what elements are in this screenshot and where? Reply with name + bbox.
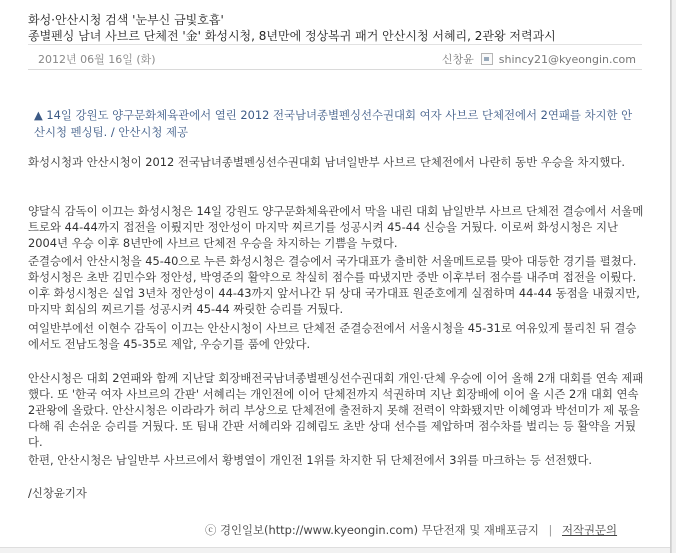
article-date: 2012년 06월 16일 (화) — [38, 53, 156, 66]
paragraph-6: 한편, 안산시청은 남일반부 사브르에서 황병열이 개인전 1위를 차지한 뒤 단체전에서 3위를 마크하는 등 선전했다. — [28, 453, 592, 467]
copyright-text: ⓒ 경인일보(http://www.kyeongin.com) 무단전재 및 재배포금지 — [205, 523, 539, 537]
footer — [205, 522, 617, 538]
photo-caption: ▲ 14일 강원도 양구문화체육관에서 열린 2012 전국남녀종별펜싱선수권대회 여자 사브르 단체전에서 2연패를 차지한 안산시청 펜싱팀. / 안산시청 제공 — [34, 108, 633, 139]
paragraph-2: 양달식 감독이 이끄는 화성시청은 14일 강원도 양구문화체육관에서 막을 내린 대회 남일반부 사브르 단체전 결승에서 서울메트로와 44-44까지 접전을 이뤘지만 정안성이 마지막 찌르기를 성공시켜 45-44 신승을 거뒀다. 이로써 화성시청은 지난 2004년 우승 이후 8년만에 사브르 단체전 우승을 차지하는 기쁨을 누렸다. — [28, 204, 644, 250]
paragraph-4: 여일반부에선 이현수 감독이 이끄는 안산시청이 사브르 단체전 준결승전에서 서울시청을 45-31로 여유있게 물리친 뒤 결승에서도 전남도청을 45-35로 제압, 우승기를 품에 안았다. — [28, 321, 637, 351]
article-headline: 화성·안산시청 검색 '눈부신 금빛호흡' — [28, 13, 224, 27]
footer-separator: | — [548, 523, 553, 537]
article-meta — [28, 46, 642, 70]
paragraph-5: 안산시청은 대회 2연패와 함께 지난달 회장배전국남녀종별펜싱선수권대회 개인·단체 우승에 이어 올해 2개 대회를 연속 제패했다. 또 '한국 여자 사브르의 간판' 서혜리는 개인전에 이어 단체전까지 석권하며 지난 회장배에 이어 올 시즌 2개 대회 연속 2관왕에 올랐다. 안산시청은 이라라가 허리 부상으로 단체전에 출전하지 못해 전력이 약화됐지만 이혜영과 박선미가 제 몫을 다해 줘 손쉬운 승리를 거뒀다. 또 팀내 간판 서혜리와 김혜림도 초반 상대 선수를 제압하며 점수차를 벌리는 등 활약을 거뒀다. — [28, 371, 644, 449]
article-subheadline: 종별펜싱 남녀 사브르 단체전 '金' 화성시청, 8년만에 정상복귀 패거 안산시청 서혜리, 2관왕 저력과시 — [28, 29, 556, 43]
paragraph-3: 준결승에서 안산시청을 45-40으로 누른 화성시청은 결승에서 국가대표가 출비한 서울메트로를 맞아 대등한 경기를 펼쳤다. 화성시청은 초반 김민수와 정안성, 박영준의 활약으로 착실히 점수를 따냈지만 중반 이후부터 점수를 내주며 접전을 이뤘다. 이후 화성시청은 실업 3년차 정안성이 44-43까지 앞서나간 뒤 상대 국가대표 원준호에게 실점하며 44-44 동점을 내줬지만, 마지막 회심의 찌르기를 성공시켜 45-44 짜릿한 승리를 거뒀다. — [28, 254, 640, 316]
copyright-inquiry-link[interactable]: 저작권문의 — [562, 523, 618, 537]
broken-image-icon — [481, 53, 493, 65]
reporter-info — [442, 51, 636, 67]
reporter-signature: /신창윤기자 — [28, 486, 87, 500]
reporter-email[interactable]: shincy21@kyeongin.com — [498, 53, 636, 66]
reporter-label: 신창윤 — [441, 53, 474, 66]
horizontal-scrollbar[interactable] — [0, 547, 671, 553]
vertical-scrollbar[interactable] — [671, 0, 676, 553]
paragraph-1: 화성시청과 안산시청이 2012 전국남녀종별펜싱선수권대회 남녀일반부 사브르 단체전에서 나란히 동반 우승을 차지했다. — [28, 155, 625, 169]
divider — [28, 44, 642, 45]
